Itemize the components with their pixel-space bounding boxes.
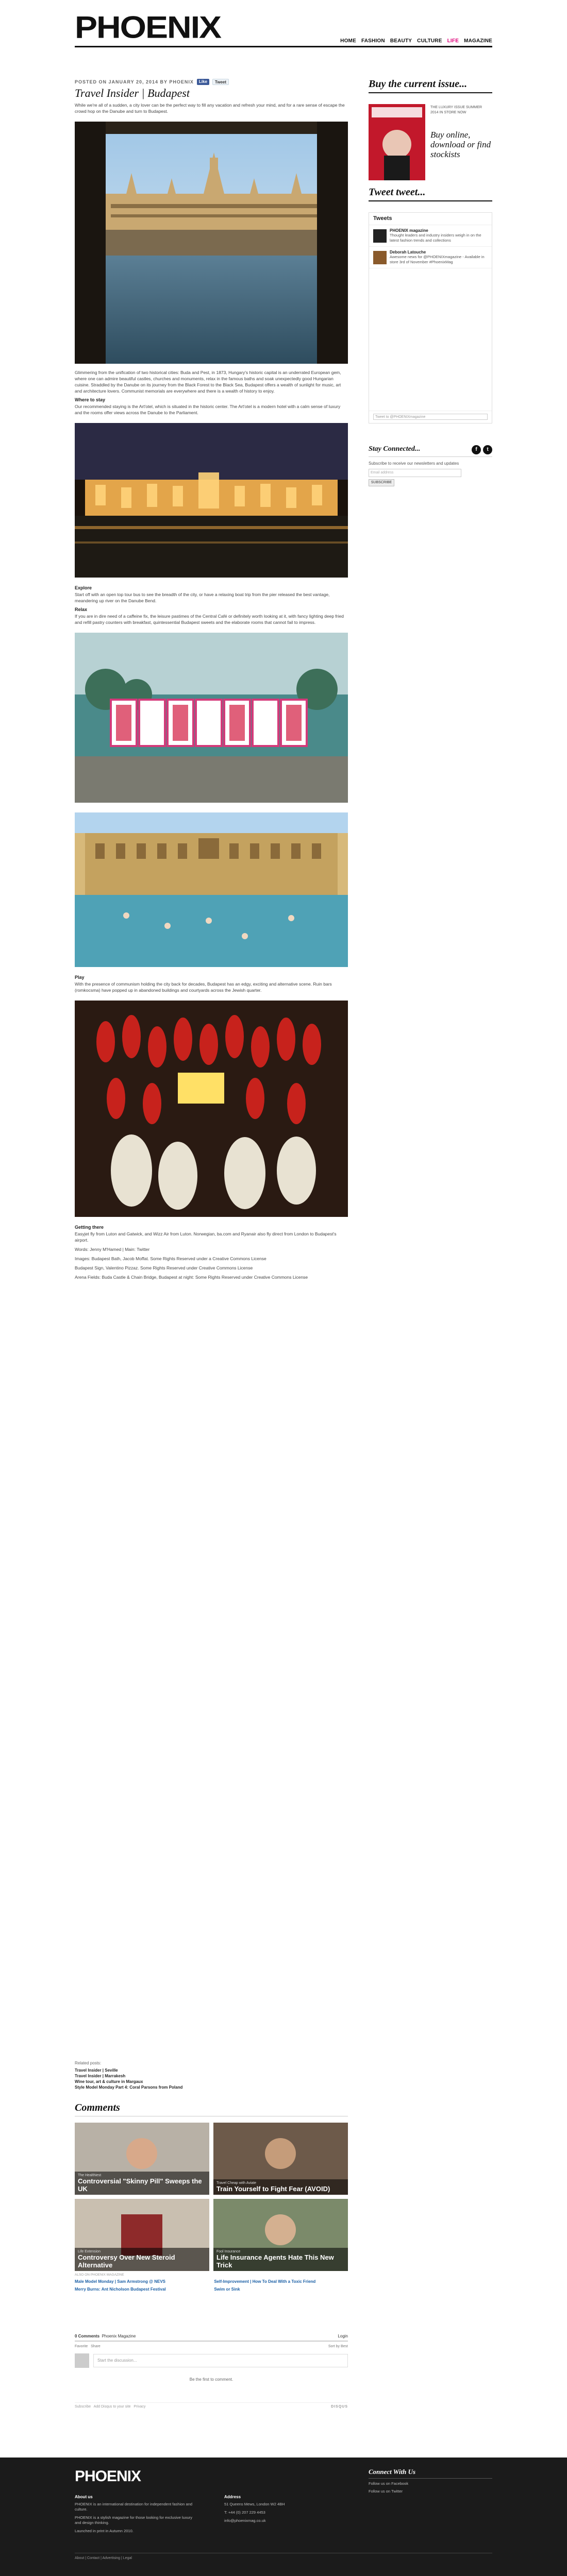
section-head-relax: Relax (75, 607, 88, 612)
tweets-title: Tweet tweet... (369, 187, 492, 201)
nav-fashion[interactable]: FASHION (361, 38, 385, 44)
favorite-button[interactable]: Favorite (75, 2345, 88, 2348)
sponsor-title[interactable]: Controversy Over New Steroid Alternative (78, 2253, 175, 2269)
social-icons (472, 445, 492, 454)
tweet-text: Thought leaders and industry insiders weigh in on the latest fashion trends and collections (390, 233, 481, 243)
footer-address-line: T: +44 (0) 207 229 4453 (224, 2510, 265, 2515)
buy-issue-title: Buy the current issue... (369, 78, 492, 93)
avatar (75, 2353, 89, 2368)
tweet-author[interactable]: PHOENIX magazine (390, 228, 428, 233)
comment-composer (75, 2353, 348, 2368)
paprika-market-image (75, 1001, 348, 1217)
facebook-icon[interactable]: f (472, 445, 481, 454)
credit-line: Images: Budapest Bath, Jacob Moffat. Some Rights Reserved under a Creative Commons License (75, 1256, 266, 1261)
tweet-item[interactable] (369, 225, 492, 247)
related-link[interactable]: Wine tour, art & culture in Margaux (75, 2079, 143, 2084)
connected-title: Stay Connected... (369, 445, 492, 457)
credit-line: Words: Jenny M'Hamed | Main: Twitter (75, 1247, 150, 1252)
site-logo[interactable]: PHOENIX (75, 9, 221, 45)
footer-facebook-link[interactable]: Follow us on Facebook (369, 2481, 409, 2486)
related-posts (75, 2061, 348, 2090)
tweets-header: Tweets (369, 213, 492, 225)
sort-dropdown[interactable]: Sort by Best (328, 2345, 348, 2348)
sponsored-item[interactable] (213, 2123, 348, 2195)
section-text-play: With the presence of communism holding the city back for decades, Budapest has an edgy, exciting and alternative scene. Ruin bars (romkocsma) have popped up in abandoned buildings and courtyards across the Jewish quarter. (75, 981, 332, 993)
sponsored-item[interactable] (75, 2199, 209, 2271)
footer-connect (369, 2468, 492, 2494)
tweet-author[interactable]: Deborah Latouche (390, 250, 426, 255)
stay-connected (369, 445, 492, 486)
article-p1: Glimmering from the unification of two historical cities: Buda and Pest, in 1873, Hungary's historic capital is an underrated European gem, where one can admire beautiful castles, churches and monuments, relax in the famous baths and soak unexpectedly good Hungarian cuisine. Straddled by the Danube on its journey from the Black Forest to the Black Sea, Budapest offers a wealth of sunlight for music, art and architecture lovers. Communist memorials are everywhere and there is a wealth of history to enjoy. (75, 370, 341, 394)
article-intro: While we're all of a sudden, a city lover can be the perfect way to fill any vacation and refresh your mind, and for a rare sense of escape the crowd hop on the Danube and turn to Budapest. (75, 103, 345, 114)
section-text-getting-there: Easyjet fly from Luton and Gatwick, and Wizz Air from Luton. Norwegian, ba.com and Ryanair also fly direct from London to Budapest's airport. (75, 1231, 337, 1243)
site-footer (0, 2458, 567, 2576)
issue-text: THE LUXURY ISSUE SUMMER 2014 IN STORE NOW (430, 106, 482, 114)
footer-address-head: Address (224, 2495, 241, 2499)
promoted-link[interactable]: Swim or Sink (214, 2287, 240, 2292)
post-meta (75, 78, 348, 86)
footer-about (75, 2495, 193, 2537)
facebook-like-button[interactable]: Like (197, 79, 209, 85)
site-header (75, 10, 492, 47)
privacy-link[interactable]: Privacy (134, 2405, 146, 2409)
tweet-item[interactable] (369, 247, 492, 268)
section-head-getting-there: Getting there (75, 1225, 104, 1230)
subscribe-link[interactable]: Subscribe (75, 2405, 91, 2409)
share-button[interactable]: Share (91, 2345, 101, 2348)
related-label: Related posts: (75, 2061, 102, 2065)
nav-culture[interactable]: CULTURE (417, 38, 442, 44)
nav-life[interactable]: LIFE (447, 38, 459, 44)
sponsor-source: Life Extension (78, 2250, 101, 2253)
comments-title: Comments (75, 2102, 348, 2116)
credit-line: Budapest Sign, Valentino Pizzaz. Some Rights Reserved under Creative Commons License (75, 1265, 253, 1270)
comment-count: 0 Comments (75, 2334, 100, 2338)
sponsor-title[interactable]: Train Yourself to Fight Fear (AVOID) (216, 2185, 330, 2193)
river-night-image (75, 423, 348, 578)
promoted-link[interactable]: Self-Improvement | How To Deal With a Toxic Friend (214, 2279, 316, 2284)
post-date: POSTED ON JANUARY 20, 2014 BY PHOENIX (75, 79, 194, 84)
section-head-play: Play (75, 975, 85, 980)
budapest-parliament-image (75, 122, 348, 364)
tweet-button[interactable]: Tweet (212, 79, 229, 85)
section-text-explore: Start off with an open top tour bus to see the breadth of the city, or have a relaxing boat trip from the pier released the best vantage, meandering up river on the Danube Bend. (75, 592, 330, 603)
sponsor-title[interactable]: Life Insurance Agents Hate This New Trick (216, 2253, 334, 2269)
disqus-header (75, 2334, 348, 2342)
empty-comments-text: Be the first to comment. (189, 2377, 234, 2382)
budapest-sign-image (75, 633, 348, 803)
sponsored-item[interactable] (75, 2123, 209, 2195)
sponsor-source: Fool Insurance (216, 2250, 241, 2253)
promoted-links (75, 2279, 348, 2284)
sponsor-source: The Healthiest (78, 2174, 102, 2177)
disqus-comments (75, 2334, 348, 2409)
footer-about-head: About us (75, 2495, 93, 2499)
buy-online-link[interactable]: Buy online, download or find stockists (430, 130, 491, 159)
footer-connect-title: Connect With Us (369, 2468, 492, 2479)
avatar (373, 251, 387, 264)
tweet-compose (369, 411, 492, 423)
section-head-stay: Where to stay (75, 397, 106, 402)
footer-logo[interactable]: PHOENIX (75, 2468, 141, 2485)
promoted-link[interactable]: Merry Burns: Ant Nicholson Budapest Festival (75, 2287, 166, 2292)
tweet-text: Awesome news for @PHOENIXmagazine - Available in store 3rd of November #PhoenixMag (390, 255, 485, 264)
login-link[interactable]: Login (338, 2334, 348, 2338)
nav-magazine[interactable]: MAGAZINE (464, 38, 492, 44)
footer-email-link[interactable]: info@phoenixmag.co.uk (224, 2518, 266, 2523)
footer-address (224, 2495, 327, 2527)
related-link[interactable]: Travel Insider | Seville (75, 2068, 118, 2073)
promoted-links (75, 2286, 348, 2292)
article (75, 78, 348, 1283)
magazine-cover-image[interactable] (369, 104, 425, 180)
comment-input[interactable]: Start the discussion... (93, 2354, 348, 2367)
sponsored-grid (75, 2123, 348, 2292)
footer-address-line: 51 Queens Mews, London W2 4BH (224, 2502, 285, 2506)
sponsor-title[interactable]: Controversial "Skinny Pill" Sweeps the UK (78, 2177, 202, 2193)
disqus-logo[interactable]: DISQUS (331, 2405, 348, 2409)
section-head-explore: Explore (75, 585, 92, 590)
nav-home[interactable]: HOME (340, 38, 356, 44)
promoted-label: ALSO ON PHOENIX MAGAZINE (75, 2273, 124, 2277)
article-title: Travel Insider | Budapest (75, 87, 190, 99)
footer-about-text: PHOENIX is a stylish magazine for those looking for exclusive luxury and design thinking. (75, 2515, 193, 2525)
footer-about-text: PHOENIX is an international destination for independent fashion and culture. (75, 2502, 193, 2512)
sidebar (369, 78, 492, 484)
disqus-controls (75, 2345, 348, 2348)
related-link[interactable]: Travel Insider | Marrakesh (75, 2074, 126, 2078)
twitter-icon[interactable]: t (483, 445, 492, 454)
subscribe-button[interactable]: SUBSCRIBE (369, 479, 394, 486)
footer-twitter-link[interactable]: Follow us on Twitter (369, 2489, 403, 2494)
add-disqus-link[interactable]: Add Disqus to your site (93, 2405, 131, 2409)
email-field[interactable]: Email address (369, 469, 461, 477)
footer-bottom-links[interactable]: About | Contact | Advertising | Legal (75, 2553, 492, 2560)
thermal-bath-image (75, 812, 348, 967)
sponsor-source: Travel Cheap with Aviate (216, 2181, 257, 2185)
tweet-to-input[interactable]: Tweet to @PHOENIXmagazine (373, 414, 488, 420)
site-name[interactable]: Phoenix Magazine (102, 2334, 136, 2338)
avatar (373, 229, 387, 243)
related-link[interactable]: Style Model Monday Part 4: Coral Parsons from Poland (75, 2085, 183, 2090)
credit-line: Arena Fields: Buda Castle & Chain Bridge, Budapest at night: Some Rights Reserved under Creative Commons License (75, 1275, 308, 1280)
footer-about-text: Launched in print in Autumn 2010. (75, 2529, 134, 2533)
sponsored-item[interactable] (213, 2199, 348, 2271)
main-nav (340, 38, 492, 44)
section-text-stay: Our recommended staying is the Art'otel, which is situated in the historic center. The Art'otel is a modern hotel with a calm sense of luxury and the rooms offer views across the Danube to the Parliament. (75, 404, 341, 415)
subscribe-text: Subscribe to receive our newsletters and updates (369, 461, 459, 466)
twitter-widget (369, 212, 492, 423)
promoted-link[interactable]: Male Model Monday | Sam Armstrong @ NEVS (75, 2279, 165, 2284)
disqus-footer (75, 2402, 348, 2409)
nav-beauty[interactable]: BEAUTY (390, 38, 412, 44)
section-text-relax: If you are in dire need of a caffeine fix, the leisure pastimes of the Central Café or definitely worth looking at it, with fancy lighting deep fried and refill pastry counters with breakfast, quintessential Budapest sweets and the elaborate rooms that cannot fail to impress. (75, 614, 344, 625)
